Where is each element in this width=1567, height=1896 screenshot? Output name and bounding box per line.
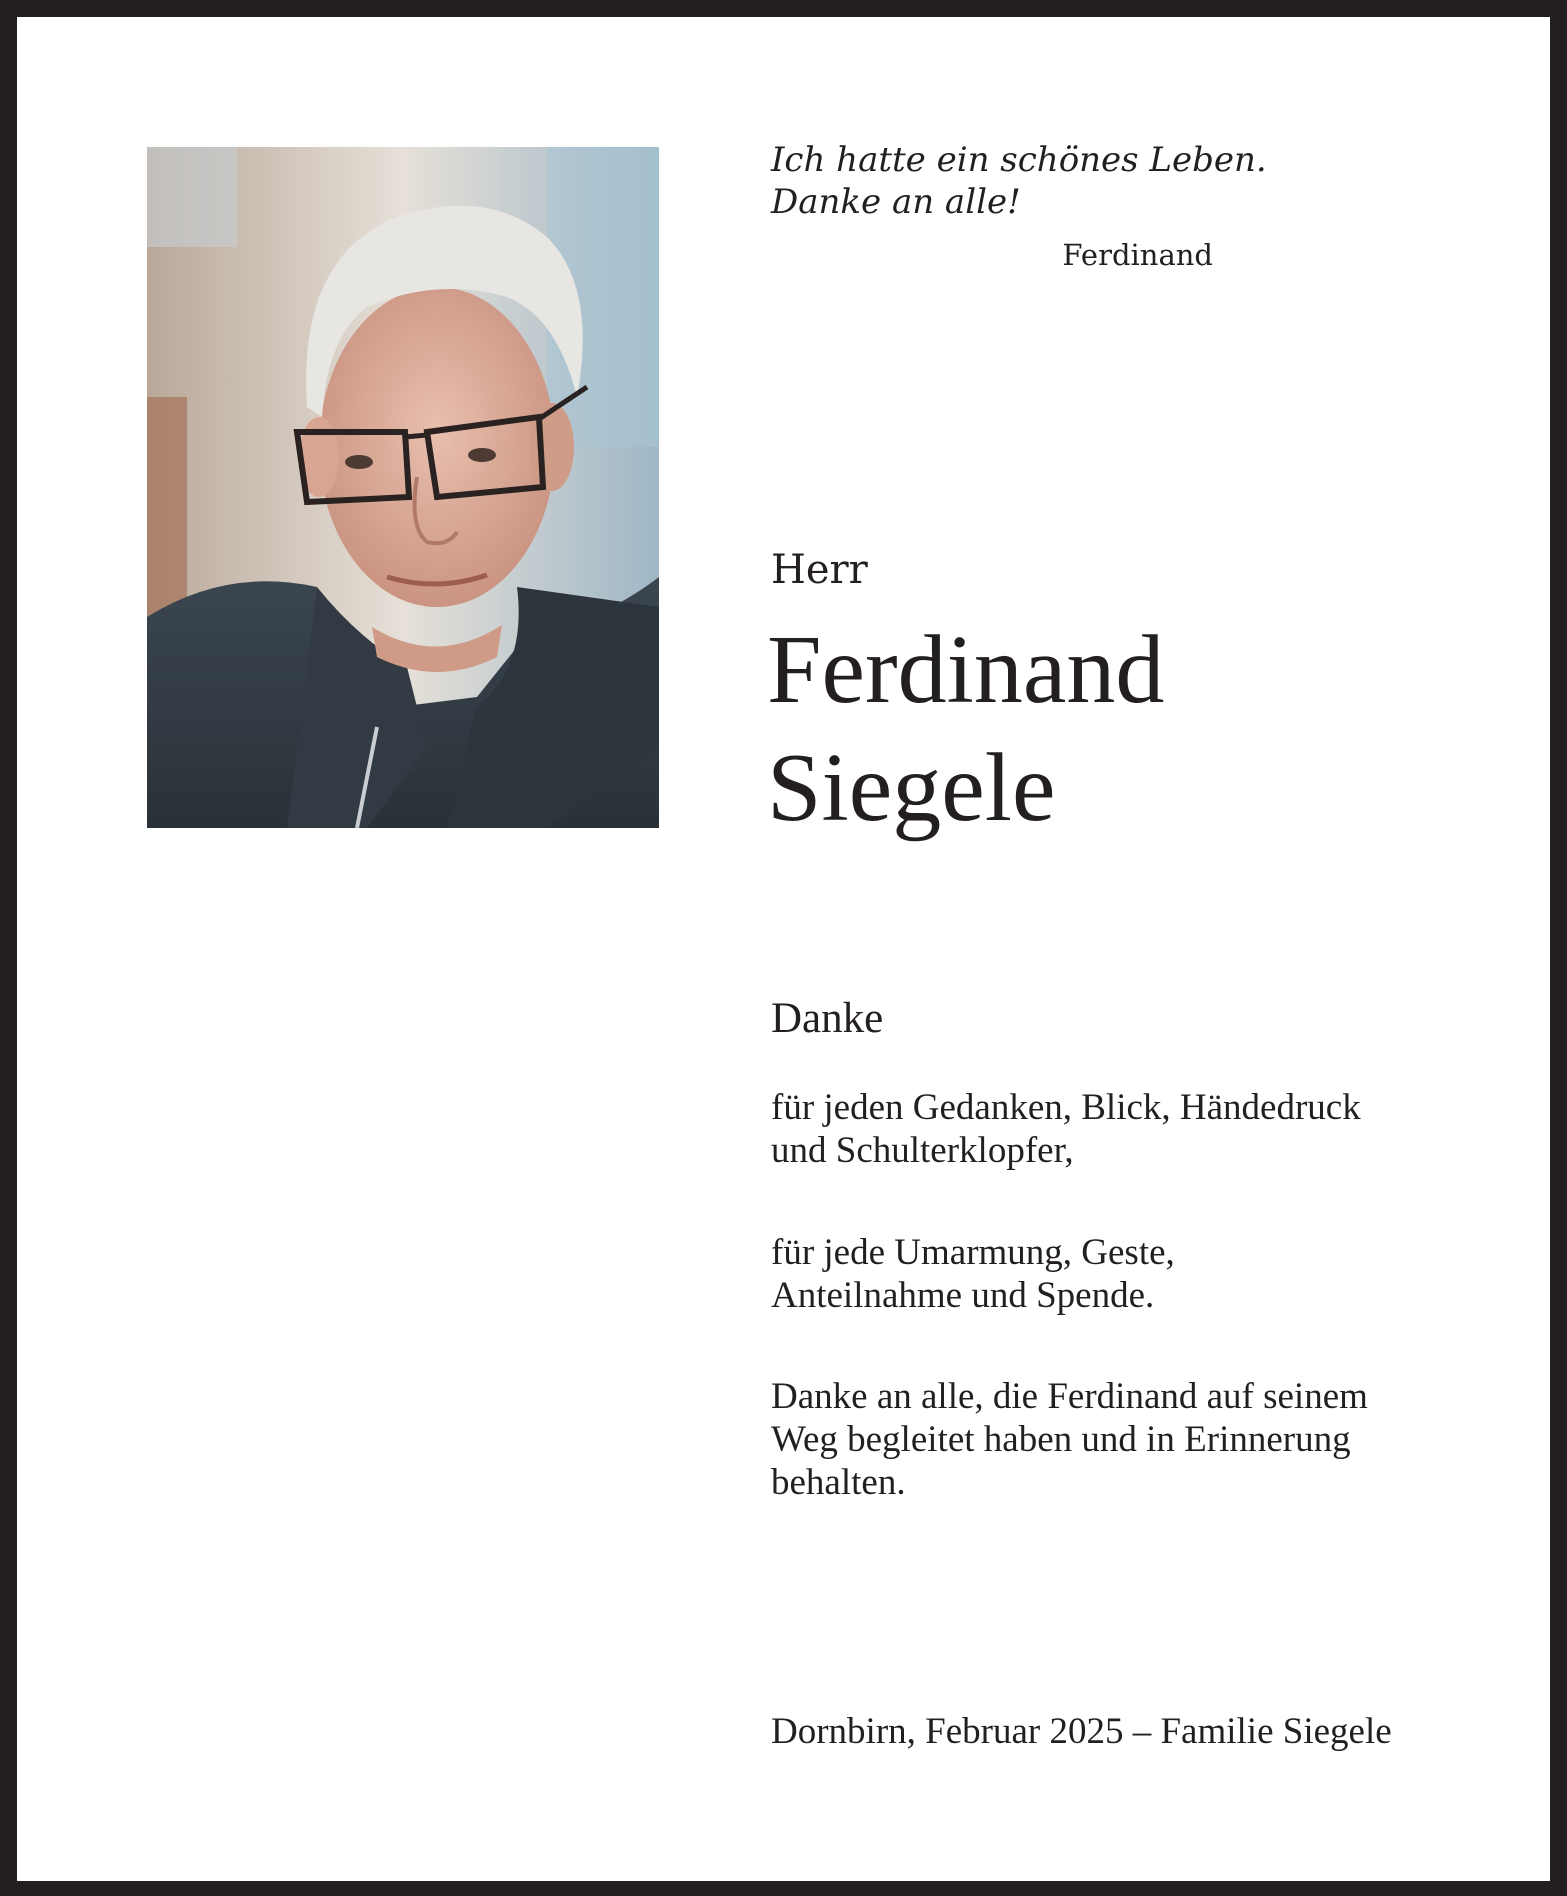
paragraph-line: Danke an alle, die Ferdinand auf seinem (771, 1376, 1368, 1417)
paragraph-line: Weg begleitet haben und in Erinnerung (771, 1419, 1351, 1460)
portrait-photo-illustration (147, 147, 659, 828)
paragraph-line: für jede Umarmung, Geste, (771, 1232, 1175, 1273)
first-name: Ferdinand (767, 616, 1165, 724)
honorific: Herr (771, 547, 868, 593)
thanks-heading: Danke (771, 995, 884, 1042)
thanks-paragraph-3 (771, 1375, 1491, 1504)
portrait-photo (147, 147, 659, 828)
footer-signature: Dornbirn, Februar 2025 – Familie Siegele (771, 1711, 1392, 1752)
paragraph-line: für jeden Gedanken, Blick, Händedruck (771, 1087, 1361, 1128)
quote-line-1: Ich hatte ein schönes Leben. (771, 140, 1267, 180)
thanks-paragraph-1 (771, 1086, 1491, 1172)
quote-signature: Ferdinand (1062, 238, 1213, 272)
quote-block (771, 139, 1267, 273)
thanks-paragraph-2 (771, 1231, 1491, 1317)
deceased-name (767, 611, 1164, 847)
paragraph-line: behalten. (771, 1462, 906, 1503)
quote-line-2: Danke an alle! (771, 182, 1021, 222)
paragraph-line: und Schulterklopfer, (771, 1130, 1074, 1171)
last-name: Siegele (767, 734, 1056, 842)
paragraph-line: Anteilnahme und Spende. (771, 1275, 1155, 1316)
